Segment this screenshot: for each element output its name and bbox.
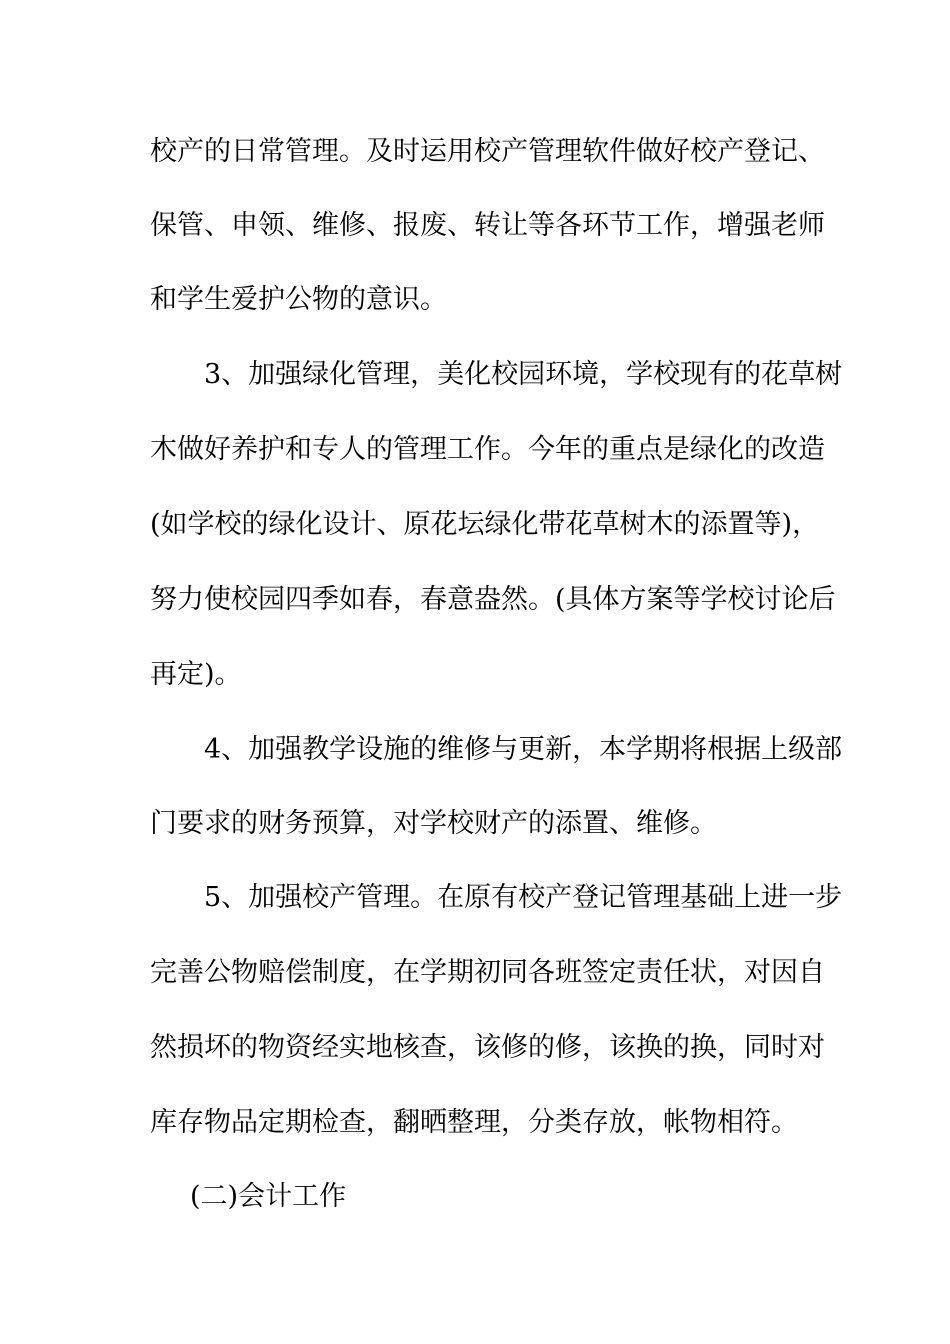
- body-line-8: 再定)。: [150, 659, 242, 690]
- body-line-13: 然损坏的物资经实地核查，该修的修，该换的换，同时对: [150, 1032, 825, 1063]
- body-line-12: 完善公物赔偿制度，在学期初同各班签定责任状，对因自: [150, 957, 825, 988]
- body-line-9: 4、加强教学设施的维修与更新，本学期将根据上级部: [204, 734, 843, 765]
- body-line-14: 库存物品定期检查，翻晒整理，分类存放，帐物相符。: [150, 1107, 798, 1138]
- body-line-7: 努力使校园四季如春，春意盎然。(具体方案等学校讨论后: [150, 584, 836, 615]
- body-line-6: (如学校的绿化设计、原花坛绿化带花草树木的添置等)，: [150, 509, 820, 540]
- body-line-3: 和学生爱护公物的意识。: [150, 284, 447, 315]
- body-line-10: 门要求的财务预算，对学校财产的添置、维修。: [150, 808, 717, 839]
- body-line-2: 保管、申领、维修、报废、转让等各环节工作，增强老师: [150, 210, 825, 241]
- body-line-1: 校产的日常管理。及时运用校产管理软件做好校产登记、: [150, 136, 825, 167]
- body-line-5: 木做好养护和专人的管理工作。今年的重点是绿化的改造: [150, 434, 825, 465]
- body-line-4: 3、加强绿化管理，美化校园环境，学校现有的花草树: [204, 359, 843, 390]
- body-line-11: 5、加强校产管理。在原有校产登记管理基础上进一步: [204, 882, 843, 913]
- section-heading: (二)会计工作: [190, 1181, 347, 1212]
